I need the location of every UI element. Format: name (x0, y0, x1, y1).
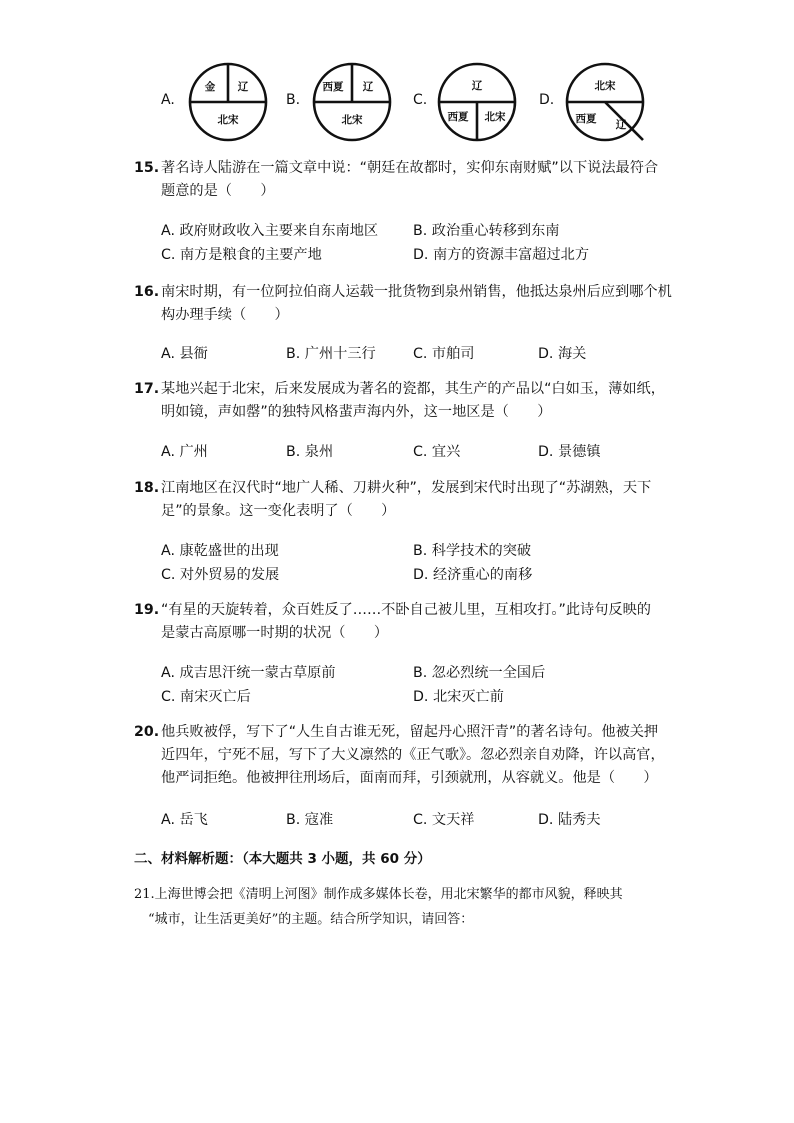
circle-diagram-d (564, 60, 648, 144)
region-label: 北宋 (594, 80, 616, 92)
option-d[interactable]: D. 经济重心的南移 (413, 567, 533, 583)
region-label: 辽 (615, 119, 627, 131)
region-label: 辽 (362, 81, 374, 93)
option-letter: C. (413, 92, 428, 108)
question-number: 19. (134, 602, 160, 618)
option-d[interactable]: D. 景德镇 (538, 444, 601, 460)
question-20 (134, 721, 674, 790)
region-label: 辽 (471, 80, 483, 92)
option-c[interactable]: C. 市舶司 (413, 346, 475, 362)
question-stem-line: 南宋时期，有一位阿拉伯商人运载一批货物到泉州销售，他抵达泉州后应到哪个机 (161, 284, 672, 300)
option-a[interactable]: A. 康乾盛世的出现 (161, 543, 279, 559)
option-a[interactable]: A. 广州 (161, 444, 208, 460)
question-stem-line: 近四年，宁死不屈，写下了大义凛然的《正气歌》。忽必烈亲自劝降，许以高官， (161, 747, 665, 763)
option-b[interactable]: B. 忽必烈统一全国后 (413, 665, 546, 681)
option-b[interactable]: B. 泉州 (286, 444, 334, 460)
option-b[interactable]: B. 寇准 (286, 812, 334, 828)
question-number: 16. (134, 284, 160, 300)
question-stem-line: 江南地区在汉代时“地广人稀、刀耕火种”，发展到宋代时出现了“苏湖熟，天下 (161, 480, 652, 496)
question-stem-line: 著名诗人陆游在一篇文章中说：“朝廷在故都时，实仰东南财赋”以下说法最符合 (161, 160, 659, 176)
option-c[interactable]: C. 南宋灭亡后 (161, 689, 251, 705)
question-17 (134, 378, 674, 424)
option-letter: B. (286, 92, 301, 108)
option-c[interactable]: C. 南方是粮食的主要产地 (161, 247, 322, 263)
option-letter: A. (161, 92, 175, 108)
option-a[interactable]: A. 政府财政收入主要来自东南地区 (161, 223, 379, 239)
question-stem-line: 某地兴起于北宋，后来发展成为著名的瓷都，其生产的产品以“白如玉，薄如纸， (161, 381, 665, 397)
question-21 (134, 882, 694, 932)
option-c[interactable]: C. 宜兴 (413, 444, 461, 460)
option-c[interactable]: C. 对外贸易的发展 (161, 567, 280, 583)
option-b[interactable]: B. 政治重心转移到东南 (413, 223, 560, 239)
question-number: 17. (134, 381, 160, 397)
option-letter: D. (539, 92, 555, 108)
question-stem-line: “城市，让生活更美好”的主题。结合所学知识，请回答： (148, 912, 474, 927)
region-label: 金 (204, 81, 216, 93)
question-number: 18. (134, 480, 160, 496)
section-title: 二、材料解析题：（本大题共 3 小题，共 60 分） (134, 851, 431, 867)
question-stem-line: “有星的天旋转着，众百姓反了……不卧自己被儿里，互相攻打。”此诗句反映的 (161, 602, 651, 618)
circle-options-row (0, 60, 794, 144)
option-d[interactable]: D. 陆秀夫 (538, 812, 601, 828)
question-15 (134, 157, 674, 203)
question-stem-line: 他兵败被俘，写下了“人生自古谁无死，留起丹心照汗青”的著名诗句。他被关押 (161, 724, 659, 740)
question-stem-line: 他严词拒绝。他被押往刑场后，面南而拜，引颈就刑，从容就义。他是（ ） (161, 770, 658, 786)
circle-diagram-b (311, 60, 395, 144)
circle-diagram-a (187, 60, 271, 144)
region-label: 北宋 (217, 114, 239, 126)
option-a[interactable]: A. 县衙 (161, 346, 208, 362)
region-label: 西夏 (447, 111, 469, 123)
question-number: 20. (134, 724, 160, 740)
option-d[interactable]: D. 海关 (538, 346, 587, 362)
region-label: 北宋 (341, 114, 363, 126)
option-a[interactable]: A. 成吉思汗统一蒙古草原前 (161, 665, 336, 681)
question-18 (134, 477, 674, 523)
question-stem-line: 题意的是（ ） (161, 183, 275, 199)
question-stem-line: 足”的景象。这一变化表明了（ ） (161, 503, 396, 519)
question-stem-line: 是蒙古高原哪一时期的状况（ ） (161, 625, 389, 641)
option-d[interactable]: D. 北宋灭亡前 (413, 689, 504, 705)
question-stem-line: 构办理手续（ ） (161, 307, 289, 323)
option-d[interactable]: D. 南方的资源丰富超过北方 (413, 247, 590, 263)
option-b[interactable]: B. 广州十三行 (286, 346, 376, 362)
option-a[interactable]: A. 岳飞 (161, 812, 208, 828)
question-stem-line: 21.上海世博会把《清明上河图》制作成多媒体长卷，用北宋繁华的都市风貌，释映其 (134, 887, 623, 902)
region-label: 辽 (237, 81, 249, 93)
question-16 (134, 281, 674, 327)
region-label: 西夏 (322, 81, 344, 93)
question-number: 15. (134, 160, 160, 176)
region-label: 北宋 (484, 111, 506, 123)
question-stem-line: 明如镜，声如罄”的独特风格蜚声海内外，这一地区是（ ） (161, 404, 552, 420)
region-label: 西夏 (575, 113, 597, 125)
circle-diagram-c (436, 60, 520, 144)
question-19 (134, 599, 674, 645)
option-b[interactable]: B. 科学技术的突破 (413, 543, 532, 559)
option-c[interactable]: C. 文天祥 (413, 812, 475, 828)
